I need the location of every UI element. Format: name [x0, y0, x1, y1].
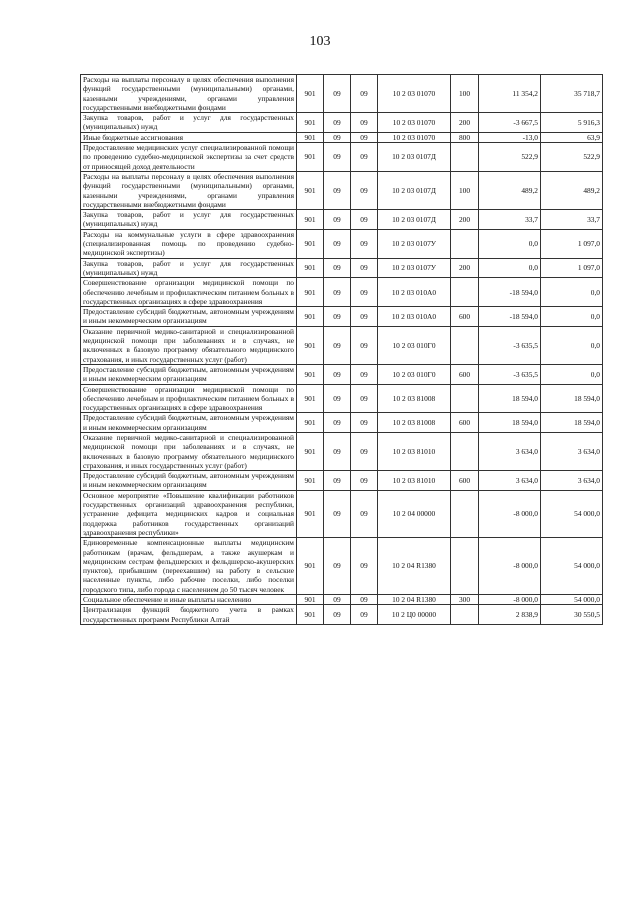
target-article-code: 10 2 03 81008 — [378, 413, 451, 433]
subsection-code: 09 — [351, 471, 378, 491]
target-article-code: 10 2 03 010Г0 — [378, 326, 451, 364]
expense-type-code: 300 — [451, 595, 479, 605]
expense-type-code: 600 — [451, 307, 479, 327]
section-code: 09 — [324, 229, 351, 258]
section-code: 09 — [324, 326, 351, 364]
section-code: 09 — [324, 171, 351, 209]
subsection-code: 09 — [351, 171, 378, 209]
row-description: Оказание первичной медико-санитарной и специализированной медицинской помощи при заболеваниях и в случаях, не включенных в базовую программу обязательного медицинского страхования, и иных государственных услуг (работ) — [81, 432, 297, 470]
section-code: 09 — [324, 278, 351, 307]
expense-type-code: 200 — [451, 113, 479, 133]
row-description: Закупка товаров, работ и услуг для государственных (муниципальных) нужд — [81, 258, 297, 278]
row-description: Единовременные компенсационные выплаты медицинским работникам (врачам, фельдшерам, а также акушеркам и медицинским сестрам фельдшерских и фельдшерско-акушерских пунктов), прибывшим (переехавшим) на работу в сельские населенные пункты, либо рабочие поселки, либо поселки городского типа, либо города с населением до 50 тысяч человек — [81, 538, 297, 595]
table-row — [81, 229, 603, 258]
section-code: 09 — [324, 210, 351, 230]
subsection-code: 09 — [351, 605, 378, 625]
subsection-code: 09 — [351, 132, 378, 142]
expense-type-code: 200 — [451, 258, 479, 278]
amount-change: 489,2 — [479, 171, 541, 209]
section-code: 09 — [324, 432, 351, 470]
subsection-code: 09 — [351, 364, 378, 384]
page-number: 103 — [309, 34, 331, 49]
row-description: Социальное обеспечение и иные выплаты населению — [81, 595, 297, 605]
amount-change: 18 594,0 — [479, 384, 541, 413]
section-code: 09 — [324, 471, 351, 491]
table-row — [81, 364, 603, 384]
expense-type-code — [451, 143, 479, 172]
amount-change: 11 354,2 — [479, 75, 541, 113]
amount-total: 33,7 — [541, 210, 603, 230]
amount-total: 5 916,3 — [541, 113, 603, 133]
target-article-code: 10 2 04 00000 — [378, 490, 451, 537]
amount-change: -8 000,0 — [479, 490, 541, 537]
section-code: 09 — [324, 258, 351, 278]
section-code: 09 — [324, 113, 351, 133]
amount-total: 54 000,0 — [541, 595, 603, 605]
subsection-code: 09 — [351, 278, 378, 307]
expense-type-code: 800 — [451, 132, 479, 142]
admin-code: 901 — [297, 413, 324, 433]
row-description: Закупка товаров, работ и услуг для государственных (муниципальных) нужд — [81, 210, 297, 230]
table-row — [81, 113, 603, 133]
subsection-code: 09 — [351, 384, 378, 413]
expense-type-code — [451, 384, 479, 413]
subsection-code: 09 — [351, 113, 378, 133]
admin-code: 901 — [297, 113, 324, 133]
section-code: 09 — [324, 605, 351, 625]
target-article-code: 10 2 03 0107Д — [378, 210, 451, 230]
admin-code: 901 — [297, 595, 324, 605]
amount-total: 0,0 — [541, 326, 603, 364]
table-row — [81, 258, 603, 278]
expense-type-code — [451, 326, 479, 364]
expense-type-code: 600 — [451, 413, 479, 433]
amount-total: 18 594,0 — [541, 413, 603, 433]
amount-total: 522,9 — [541, 143, 603, 172]
admin-code: 901 — [297, 210, 324, 230]
amount-total: 63,9 — [541, 132, 603, 142]
admin-code: 901 — [297, 258, 324, 278]
target-article-code: 10 2 03 01070 — [378, 75, 451, 113]
table-row — [81, 132, 603, 142]
amount-total: 489,2 — [541, 171, 603, 209]
amount-total: 3 634,0 — [541, 471, 603, 491]
row-description: Расходы на коммунальные услуги в сфере здравоохранения (специализированная помощь по проведению судебно-медицинской экспертизы) — [81, 229, 297, 258]
admin-code: 901 — [297, 307, 324, 327]
subsection-code: 09 — [351, 143, 378, 172]
amount-change: 2 838,9 — [479, 605, 541, 625]
target-article-code: 10 2 03 010А0 — [378, 307, 451, 327]
row-description: Совершенствование организации медицинской помощи по обеспечению лечебным и профилактическим питанием больных в государственных организациях в сфере здравоохранения — [81, 278, 297, 307]
target-article-code: 10 2 04 R1380 — [378, 595, 451, 605]
row-description: Предоставление субсидий бюджетным, автономным учреждениям и иным некоммерческим организациям — [81, 413, 297, 433]
target-article-code: 10 2 03 81008 — [378, 384, 451, 413]
expense-type-code: 100 — [451, 75, 479, 113]
table-row — [81, 278, 603, 307]
table-row — [81, 384, 603, 413]
admin-code: 901 — [297, 384, 324, 413]
row-description: Расходы на выплаты персоналу в целях обеспечения выполнения функций государственными (муниципальными) органами, казенными учреждениями, органами управления государственными внебюджетными фондами — [81, 75, 297, 113]
amount-total: 1 097,0 — [541, 229, 603, 258]
table-row — [81, 471, 603, 491]
table-row — [81, 595, 603, 605]
amount-total: 0,0 — [541, 278, 603, 307]
amount-total: 35 718,7 — [541, 75, 603, 113]
expense-type-code: 600 — [451, 364, 479, 384]
target-article-code: 10 2 03 0107У — [378, 258, 451, 278]
table-row — [81, 75, 603, 113]
section-code: 09 — [324, 384, 351, 413]
expense-type-code — [451, 538, 479, 595]
subsection-code: 09 — [351, 432, 378, 470]
amount-change: -3 635,5 — [479, 364, 541, 384]
budget-table-body — [81, 75, 603, 625]
section-code: 09 — [324, 364, 351, 384]
expense-type-code — [451, 490, 479, 537]
target-article-code: 10 2 03 81010 — [378, 432, 451, 470]
row-description: Предоставление медицинских услуг специализированной помощи по проведению судебно-медицинской экспертизы за счет средств от приносящей доход деятельности — [81, 143, 297, 172]
section-code: 09 — [324, 490, 351, 537]
row-description: Совершенствование организации медицинской помощи по обеспечению лечебным и профилактическим питанием больных в государственных организациях в сфере здравоохранения — [81, 384, 297, 413]
target-article-code: 10 2 Ц0 00000 — [378, 605, 451, 625]
subsection-code: 09 — [351, 490, 378, 537]
amount-total: 0,0 — [541, 364, 603, 384]
amount-total: 3 634,0 — [541, 432, 603, 470]
admin-code: 901 — [297, 278, 324, 307]
target-article-code: 10 2 03 81010 — [378, 471, 451, 491]
amount-total: 54 000,0 — [541, 538, 603, 595]
subsection-code: 09 — [351, 258, 378, 278]
target-article-code: 10 2 03 0107Д — [378, 171, 451, 209]
expense-type-code — [451, 605, 479, 625]
table-row — [81, 605, 603, 625]
subsection-code: 09 — [351, 307, 378, 327]
section-code: 09 — [324, 538, 351, 595]
row-description: Оказание первичной медико-санитарной и специализированной медицинской помощи при заболеваниях и в случаях, не включенных в базовую программу обязательного медицинского страхования, и иных государственных услуг (работ) — [81, 326, 297, 364]
expense-type-code: 200 — [451, 210, 479, 230]
amount-total: 0,0 — [541, 307, 603, 327]
amount-change: 0,0 — [479, 258, 541, 278]
amount-change: -13,0 — [479, 132, 541, 142]
table-row — [81, 490, 603, 537]
target-article-code: 10 2 03 010А0 — [378, 278, 451, 307]
amount-change: -3 635,5 — [479, 326, 541, 364]
target-article-code: 10 2 03 0107У — [378, 229, 451, 258]
amount-total: 54 000,0 — [541, 490, 603, 537]
amount-change: 3 634,0 — [479, 432, 541, 470]
amount-total: 1 097,0 — [541, 258, 603, 278]
admin-code: 901 — [297, 75, 324, 113]
section-code: 09 — [324, 143, 351, 172]
amount-total: 30 550,5 — [541, 605, 603, 625]
admin-code: 901 — [297, 326, 324, 364]
section-code: 09 — [324, 75, 351, 113]
row-description: Закупка товаров, работ и услуг для государственных (муниципальных) нужд — [81, 113, 297, 133]
row-description: Централизация функций бюджетного учета в рамках государственных программ Республики Алтай — [81, 605, 297, 625]
admin-code: 901 — [297, 471, 324, 491]
admin-code: 901 — [297, 132, 324, 142]
expense-type-code — [451, 229, 479, 258]
row-description: Предоставление субсидий бюджетным, автономным учреждениям и иным некоммерческим организациям — [81, 471, 297, 491]
admin-code: 901 — [297, 229, 324, 258]
row-description: Расходы на выплаты персоналу в целях обеспечения выполнения функций государственными (муниципальными) органами, казенными учреждениями, органами управления государственными внебюджетными фондами — [81, 171, 297, 209]
expense-type-code — [451, 278, 479, 307]
table-row — [81, 171, 603, 209]
table-row — [81, 432, 603, 470]
section-code: 09 — [324, 595, 351, 605]
amount-change: -8 000,0 — [479, 595, 541, 605]
table-row — [81, 307, 603, 327]
row-description: Основное мероприятие «Повышение квалификации работников государственных организаций здравоохранения республики, устранение дефицита медицинских кадров и социальная поддержка работников государственных организаций здравоохранения республики» — [81, 490, 297, 537]
admin-code: 901 — [297, 364, 324, 384]
subsection-code: 09 — [351, 538, 378, 595]
amount-change: -3 667,5 — [479, 113, 541, 133]
table-row — [81, 210, 603, 230]
amount-change: -18 594,0 — [479, 307, 541, 327]
target-article-code: 10 2 03 01070 — [378, 132, 451, 142]
expense-type-code — [451, 432, 479, 470]
row-description: Предоставление субсидий бюджетным, автономным учреждениям и иным некоммерческим организациям — [81, 307, 297, 327]
admin-code: 901 — [297, 605, 324, 625]
budget-table — [80, 74, 603, 625]
subsection-code: 09 — [351, 413, 378, 433]
expense-type-code: 600 — [451, 471, 479, 491]
subsection-code: 09 — [351, 229, 378, 258]
target-article-code: 10 2 03 0107Д — [378, 143, 451, 172]
admin-code: 901 — [297, 143, 324, 172]
section-code: 09 — [324, 132, 351, 142]
admin-code: 901 — [297, 171, 324, 209]
amount-total: 18 594,0 — [541, 384, 603, 413]
admin-code: 901 — [297, 490, 324, 537]
subsection-code: 09 — [351, 595, 378, 605]
subsection-code: 09 — [351, 210, 378, 230]
subsection-code: 09 — [351, 326, 378, 364]
amount-change: -8 000,0 — [479, 538, 541, 595]
subsection-code: 09 — [351, 75, 378, 113]
amount-change: 3 634,0 — [479, 471, 541, 491]
target-article-code: 10 2 03 010Г0 — [378, 364, 451, 384]
row-description: Иные бюджетные ассигнования — [81, 132, 297, 142]
table-row — [81, 538, 603, 595]
amount-change: 0,0 — [479, 229, 541, 258]
expense-type-code: 100 — [451, 171, 479, 209]
row-description: Предоставление субсидий бюджетным, автономным учреждениям и иным некоммерческим организациям — [81, 364, 297, 384]
section-code: 09 — [324, 413, 351, 433]
admin-code: 901 — [297, 432, 324, 470]
amount-change: 18 594,0 — [479, 413, 541, 433]
amount-change: 33,7 — [479, 210, 541, 230]
admin-code: 901 — [297, 538, 324, 595]
table-row — [81, 326, 603, 364]
target-article-code: 10 2 04 R1380 — [378, 538, 451, 595]
amount-change: 522,9 — [479, 143, 541, 172]
table-row — [81, 143, 603, 172]
target-article-code: 10 2 03 01070 — [378, 113, 451, 133]
amount-change: -18 594,0 — [479, 278, 541, 307]
section-code: 09 — [324, 307, 351, 327]
table-row — [81, 413, 603, 433]
